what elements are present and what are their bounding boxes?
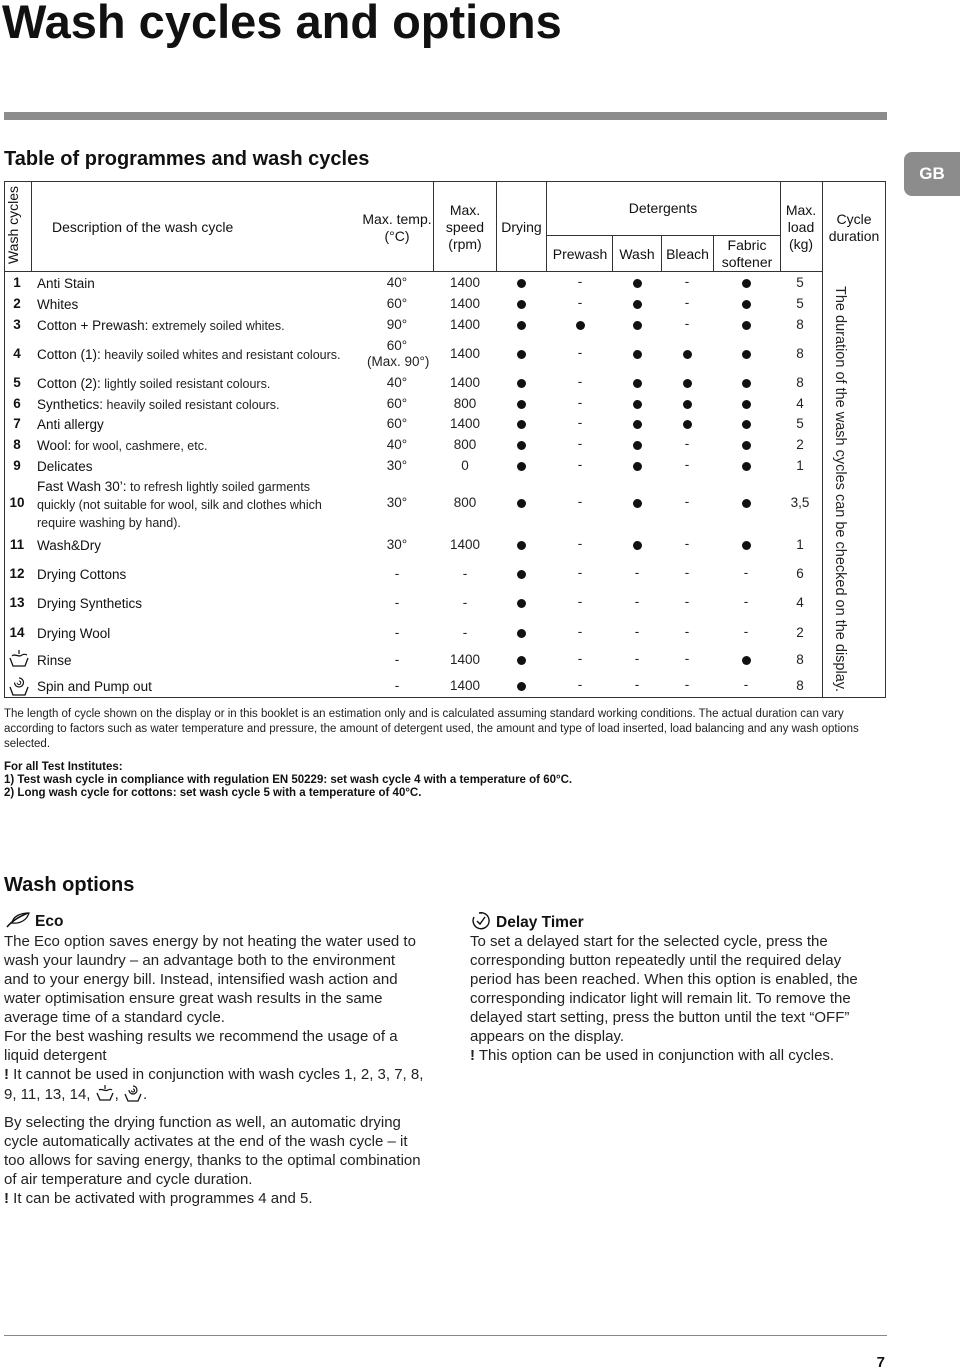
wash-value: -	[634, 677, 640, 692]
delay-compat-text: This option can be used in conjunction with all cycles.	[475, 1047, 835, 1064]
speed-value: 1400	[449, 275, 481, 290]
wash-value: -	[634, 594, 640, 609]
bleach-value: -	[684, 594, 690, 609]
page-title: Wash cycles and options	[2, 0, 562, 48]
row-number: 8	[13, 437, 21, 452]
eco-paragraph-1: The Eco option saves energy by not heating the water used to wash your laundry – an advantage both to the environment and to your energy bill. Instead, intensified wash action and water optimisation ensure great wash results in the same average time of a standard cycle.	[4, 933, 416, 1026]
max-load-header: Max. load (kg)	[785, 202, 817, 252]
load-value: 4	[796, 595, 804, 610]
temp-value: 30°	[386, 495, 408, 510]
row-number: 14	[9, 625, 25, 640]
softener-dot	[742, 379, 751, 388]
load-value: 5	[796, 275, 804, 290]
cycle-name: Anti Stain	[37, 276, 95, 291]
drying-dot	[517, 599, 526, 608]
row-description	[37, 478, 347, 532]
wash-value: -	[634, 651, 640, 666]
row-description	[37, 346, 341, 364]
bottom-rule	[4, 1335, 887, 1336]
load-value: 5	[796, 296, 804, 311]
row-number: 10	[9, 495, 25, 510]
softener-value: -	[743, 565, 749, 580]
temp-value: 90°	[386, 317, 408, 332]
speed-value: 800	[453, 437, 477, 452]
load-value: 3,5	[790, 495, 810, 510]
bleach-dot	[683, 350, 692, 359]
duration-estimate-note: The length of cycle shown on the display or in this booklet is an estimation only and is calculated assuming standard working conditions. The actual duration can vary according to factors such as water temperature and pressure, the amount of detergent used, the amount and type of load inserted, load balancing and any wash options selected.	[4, 708, 859, 750]
drying-dot	[517, 400, 526, 409]
drying-dot	[517, 682, 526, 691]
temp-value: -	[394, 625, 400, 640]
bleach-value: -	[684, 457, 690, 472]
softener-dot	[742, 279, 751, 288]
bleach-value: -	[684, 651, 690, 666]
softener-dot	[742, 420, 751, 429]
institutes-line-2: 2) Long wash cycle for cottons: set wash cycle 5 with a temperature of 40°C.	[4, 787, 422, 799]
delay-timer-option-title	[470, 911, 584, 932]
drying-dot	[517, 541, 526, 550]
prewash-value: -	[577, 565, 583, 580]
rinse-icon	[8, 650, 30, 673]
cycle-name: Cotton + Prewash:	[37, 318, 149, 333]
drying-dot	[517, 462, 526, 471]
wash-options-title: Wash options	[4, 874, 135, 896]
duration-note: The duration of the wash cycles can be checked on the display.	[832, 286, 848, 692]
temp-value: -	[394, 678, 400, 693]
bleach-dot	[683, 379, 692, 388]
row-number: 13	[9, 595, 25, 610]
temp-value: -	[394, 566, 400, 581]
grid-line	[31, 181, 32, 271]
bleach-value: -	[684, 565, 690, 580]
row-description	[37, 275, 95, 292]
drying-dot	[517, 300, 526, 309]
prewash-dot	[576, 321, 585, 330]
bleach-header: Bleach	[666, 246, 709, 262]
load-value: 1	[796, 537, 804, 552]
grid-line	[433, 181, 434, 271]
language-badge: GB	[904, 152, 960, 196]
temp-value: 60°	[386, 296, 408, 311]
max-temp-header: Max. temp. (°C)	[362, 211, 432, 244]
row-number: 7	[13, 416, 21, 431]
bleach-dot	[683, 400, 692, 409]
prewash-value: -	[577, 395, 583, 410]
row-number: 5	[13, 375, 21, 390]
temp-value: -	[394, 595, 400, 610]
prewash-value: -	[577, 345, 583, 360]
load-value: 8	[796, 678, 804, 693]
cycle-detail: extremely soiled whites.	[148, 319, 285, 333]
cycle-name: Wool:	[37, 438, 72, 453]
prewash-value: -	[577, 594, 583, 609]
speed-value: 1400	[449, 652, 481, 667]
softener-dot	[742, 499, 751, 508]
cycle-name: Fast Wash 30’:	[37, 479, 127, 494]
wash-dot	[633, 420, 642, 429]
eco-paragraph-3: ! It cannot be used in conjunction with wash cycles 1, 2, 3, 7, 8, 9, 11, 13, 14, , .	[4, 1066, 424, 1103]
cycle-name: Cotton (1):	[37, 347, 101, 362]
temp-value: 30°	[386, 458, 408, 473]
row-description	[37, 537, 101, 554]
bleach-value: -	[684, 536, 690, 551]
bleach-value: -	[684, 316, 690, 331]
grid-line	[713, 235, 714, 271]
cycle-name: Drying Synthetics	[37, 596, 143, 611]
load-value: 4	[796, 396, 804, 411]
warning-mark: !	[4, 1066, 9, 1083]
description-header: Description of the wash cycle	[52, 219, 234, 235]
row-description	[37, 437, 207, 455]
prewash-value: -	[577, 651, 583, 666]
drying-dot	[517, 279, 526, 288]
speed-value: -	[462, 595, 468, 610]
delay-title-label: Delay Timer	[496, 914, 584, 931]
eco-leaf-icon	[4, 911, 32, 929]
cycle-detail: heavily soiled resistant colours.	[103, 398, 280, 412]
load-value: 8	[796, 346, 804, 361]
speed-value: -	[462, 566, 468, 581]
grid-line	[822, 181, 823, 698]
row-description	[37, 625, 110, 642]
softener-dot	[742, 300, 751, 309]
institutes-line-1: 1) Test wash cycle in compliance with regulation EN 50229: set wash cycle 4 with a temperature of 60°C.	[4, 774, 573, 786]
load-value: 6	[796, 566, 804, 581]
delay-timer-icon	[470, 911, 492, 931]
row-number: 11	[9, 537, 25, 552]
temp-value: 40°	[386, 275, 408, 290]
prewash-header: Prewash	[552, 246, 608, 262]
softener-dot	[742, 350, 751, 359]
speed-value: 1400	[449, 346, 481, 361]
drying-dot	[517, 441, 526, 450]
row-description	[37, 416, 104, 433]
softener-dot	[742, 400, 751, 409]
row-number: 6	[13, 396, 21, 411]
softener-value: -	[743, 677, 749, 692]
row-description	[37, 652, 72, 669]
load-value: 2	[796, 625, 804, 640]
drying-dot	[517, 420, 526, 429]
softener-dot	[742, 321, 751, 330]
row-number: 3	[13, 317, 21, 332]
cycle-name: Synthetics:	[37, 397, 104, 412]
cycle-name: Drying Cottons	[37, 567, 127, 582]
wash-dot	[633, 400, 642, 409]
eco-option-title	[4, 911, 63, 931]
row-number: 1	[13, 275, 21, 290]
eco-title-label: Eco	[35, 913, 64, 930]
load-value: 8	[796, 375, 804, 390]
prewash-value: -	[577, 374, 583, 389]
load-value: 5	[796, 416, 804, 431]
prewash-value: -	[577, 677, 583, 692]
wash-value: -	[634, 565, 640, 580]
row-number: 4	[13, 346, 21, 361]
temp-value: 60°	[386, 396, 408, 411]
prewash-value: -	[577, 457, 583, 472]
eco-activation-text: It can be activated with programmes 4 and 5.	[9, 1190, 313, 1207]
softener-dot	[742, 462, 751, 471]
wash-cycles-header: Wash cycles	[5, 185, 21, 265]
max-speed-header: Max. speed (rpm)	[445, 202, 485, 252]
row-description	[37, 317, 285, 335]
softener-value: -	[743, 624, 749, 639]
prewash-value: -	[577, 624, 583, 639]
row-description	[37, 566, 126, 583]
speed-value: 800	[453, 495, 477, 510]
delay-paragraph-2	[470, 1046, 885, 1065]
wash-dot	[633, 541, 642, 550]
temp-value: 60°	[386, 416, 408, 431]
softener-value: -	[743, 594, 749, 609]
bleach-value: -	[684, 295, 690, 310]
bleach-value: -	[684, 677, 690, 692]
warning-mark: !	[4, 1190, 9, 1207]
bleach-value: -	[684, 436, 690, 451]
bleach-dot	[683, 420, 692, 429]
prewash-value: -	[577, 415, 583, 430]
cycle-name: Drying Wool	[37, 626, 111, 641]
drying-dot	[517, 321, 526, 330]
warning-mark: !	[470, 1047, 475, 1064]
institutes-title: For all Test Institutes:	[4, 761, 123, 773]
wash-dot	[633, 379, 642, 388]
row-description	[37, 296, 78, 313]
drying-dot	[517, 629, 526, 638]
wash-dot	[633, 462, 642, 471]
cycle-detail: lightly soiled resistant colours.	[100, 377, 271, 391]
wash-dot	[633, 279, 642, 288]
temp-value: 30°	[386, 537, 408, 552]
page-number: 7	[876, 1354, 885, 1371]
wash-dot	[633, 441, 642, 450]
row-number: 2	[13, 296, 21, 311]
speed-value: 1400	[449, 375, 481, 390]
cycle-name: Anti allergy	[37, 417, 104, 432]
drying-header: Drying	[501, 219, 542, 235]
speed-value: 1400	[449, 317, 481, 332]
row-description	[37, 375, 270, 393]
speed-value: -	[462, 625, 468, 640]
eco-paragraph-2: For the best washing results we recommend the usage of a liquid detergent	[4, 1028, 398, 1064]
cycle-detail: to refresh lightly soiled garments quickly (not suitable for wool, silk and clothes which require washing by hand).	[37, 480, 322, 530]
load-value: 1	[796, 458, 804, 473]
cycle-name: Cotton (2):	[37, 376, 101, 391]
drying-dot	[517, 379, 526, 388]
wash-dot	[633, 300, 642, 309]
cycle-name: Delicates	[37, 459, 93, 474]
fabric-softener-header: Fabric softener	[721, 237, 773, 270]
cycle-detail: heavily soiled whites and resistant colours.	[100, 348, 341, 362]
cycle-name: Whites	[37, 297, 79, 312]
delay-paragraph-1: To set a delayed start for the selected cycle, press the corresponding button repeatedly until the required delay period has been reached. When this option is enabled, the corresponding indicator light will remain lit. To remove the delayed start setting, press the button until the text “OFF” appears on the display.	[470, 933, 858, 1045]
temp-value: 40°	[386, 437, 408, 452]
wash-dot	[633, 350, 642, 359]
load-value: 8	[796, 317, 804, 332]
detergents-header: Detergents	[628, 200, 698, 216]
cycle-detail: for wool, cashmere, etc.	[71, 439, 208, 453]
speed-value: 1400	[449, 296, 481, 311]
row-description	[37, 396, 280, 414]
temp-value: 40°	[386, 375, 408, 390]
row-number: 12	[9, 566, 25, 581]
drying-dot	[517, 350, 526, 359]
grid-line	[546, 181, 547, 271]
spin-icon	[8, 676, 30, 701]
prewash-value: -	[577, 536, 583, 551]
speed-value: 800	[453, 396, 477, 411]
prewash-value: -	[577, 295, 583, 310]
wash-dot	[633, 499, 642, 508]
temp-value: -	[394, 652, 400, 667]
cycle-name: Rinse	[37, 653, 72, 668]
temp-value: 60° (Max. 90°)	[367, 338, 430, 369]
prewash-value: -	[577, 494, 583, 509]
wash-header: Wash	[619, 246, 655, 262]
table-title: Table of programmes and wash cycles	[4, 148, 370, 170]
cycle-duration-header: Cycle duration	[828, 211, 880, 244]
rinse-icon	[95, 1085, 115, 1101]
eco-paragraph-4: By selecting the drying function as well, an automatic drying cycle automatically activates at the end of the wash cycle – it too allows for saving energy, thanks to the optimal combination of air temperature and cycle duration.	[4, 1114, 421, 1188]
wash-dot	[633, 321, 642, 330]
row-description	[37, 458, 93, 475]
prewash-value: -	[577, 274, 583, 289]
row-description	[37, 678, 152, 695]
eco-restriction-text: It cannot be used in conjunction with wash cycles 1, 2, 3, 7, 8, 9, 11, 13, 14,	[4, 1066, 424, 1103]
row-number: 9	[13, 458, 21, 473]
load-value: 8	[796, 652, 804, 667]
bleach-value: -	[684, 274, 690, 289]
title-rule	[4, 112, 887, 120]
softener-dot	[742, 656, 751, 665]
spin-icon	[123, 1084, 143, 1102]
cycle-name: Spin and Pump out	[37, 679, 152, 694]
bleach-value: -	[684, 624, 690, 639]
eco-paragraph-5	[4, 1189, 424, 1208]
bleach-value: -	[684, 494, 690, 509]
speed-value: 1400	[449, 537, 481, 552]
speed-value: 0	[461, 458, 469, 473]
drying-dot	[517, 499, 526, 508]
cycle-name: Wash&Dry	[37, 538, 102, 553]
softener-dot	[742, 541, 751, 550]
prewash-value: -	[577, 436, 583, 451]
row-description	[37, 595, 142, 612]
softener-dot	[742, 441, 751, 450]
grid-line	[4, 271, 822, 272]
grid-line	[546, 235, 780, 236]
speed-value: 1400	[449, 416, 481, 431]
speed-value: 1400	[449, 678, 481, 693]
drying-dot	[517, 656, 526, 665]
load-value: 2	[796, 437, 804, 452]
wash-value: -	[634, 624, 640, 639]
drying-dot	[517, 570, 526, 579]
